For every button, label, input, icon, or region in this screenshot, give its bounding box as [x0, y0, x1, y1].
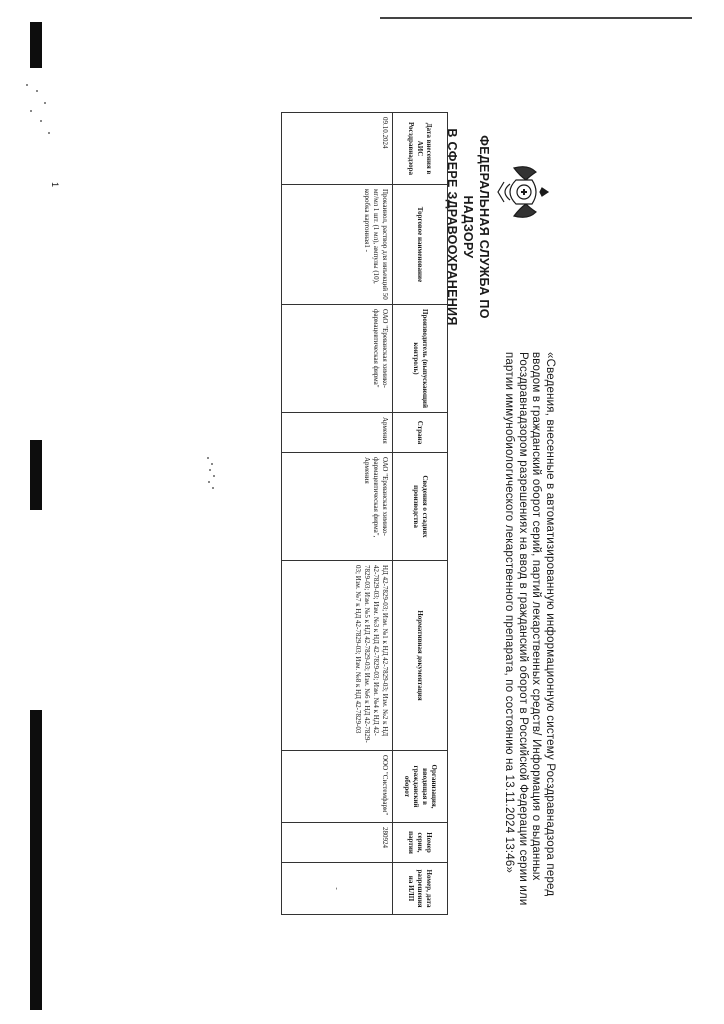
- column-header: Производитель (выпускающий контроль): [393, 305, 448, 413]
- scan-edge-line: [380, 17, 692, 19]
- column-header: Сведения о стадиях производства: [393, 453, 448, 561]
- cell-date: 09.10.2024: [282, 113, 393, 185]
- data-table: [281, 112, 448, 915]
- cell-permit: -: [282, 863, 393, 915]
- column-header: Номер серии, партии: [393, 823, 448, 863]
- emblem-logo: [494, 158, 554, 226]
- page-number: 1: [50, 182, 60, 188]
- cell-organization: ООО "Системфарм": [282, 751, 393, 823]
- column-header: Нормативная документация: [393, 561, 448, 751]
- column-header: Номер, дата разрешения на ИЛП: [393, 863, 448, 915]
- column-header: Страна: [393, 413, 448, 453]
- cell-trade-name: Прокаинол, раствор для инъекций 50 мг/мл 1 шт. (1 мл), ампулы (10), коробка картонная1 -: [282, 185, 393, 305]
- scan-edge-mark: [30, 710, 42, 1010]
- rotated-page: [52, 102, 572, 922]
- table-row: [282, 113, 393, 915]
- scan-edge-mark: [30, 22, 42, 68]
- scan-noise: [24, 80, 54, 140]
- document-title: «Сведения, внесенные в автоматизированную информационную систему Росздравнадзора перед вводом в гражданский оборот серий, партий лекарственных средств/ Информация о выданных Росздравнадзором разрешениях на ввод в гражданский оборот в Российской Федерации серии или партии иммунобиологического лекарственного препарата, по состоянию на 13.11.2024 13:46»: [503, 352, 556, 906]
- scan-edge-mark: [30, 440, 42, 510]
- cell-series: 280924: [282, 823, 393, 863]
- cell-manufacturer: ОАО "Ереванская химико-фармацевтическая фирма": [282, 305, 393, 413]
- table-header-row: [393, 113, 448, 915]
- column-header: Организация, вводящая в гражданский оборот: [393, 751, 448, 823]
- column-header: Дата внесения в АИС Росздравнадзора: [393, 113, 448, 185]
- org-title-line1: ФЕДЕРАЛЬНАЯ СЛУЖБА ПО НАДЗОРУ: [461, 135, 491, 319]
- org-title: [444, 122, 492, 332]
- cell-norm-docs: НД 42-7829-03; Изм. №1 к НД 42-7829-03; Изм. №2 к НД 42-7829-03; Изм. №3 к НД 42-7829-03; Изм. №4 к НД 42-7829-03; Изм. №5 к НД 42-7829-03; Изм. №6 к НД 42-7829-03; Изм. №7 к НД 42-7829-03; Изм. №8 к НД 42-7829-03: [282, 561, 393, 751]
- column-header: Торговое наименование: [393, 185, 448, 305]
- org-title-line2: В СФЕРЕ ЗДРАВООХРАНЕНИЯ: [445, 128, 459, 326]
- cell-country: Армения: [282, 413, 393, 453]
- cell-stages: ОАО "Ереванская химико-фармацевтическая фирма", Армения: [282, 453, 393, 561]
